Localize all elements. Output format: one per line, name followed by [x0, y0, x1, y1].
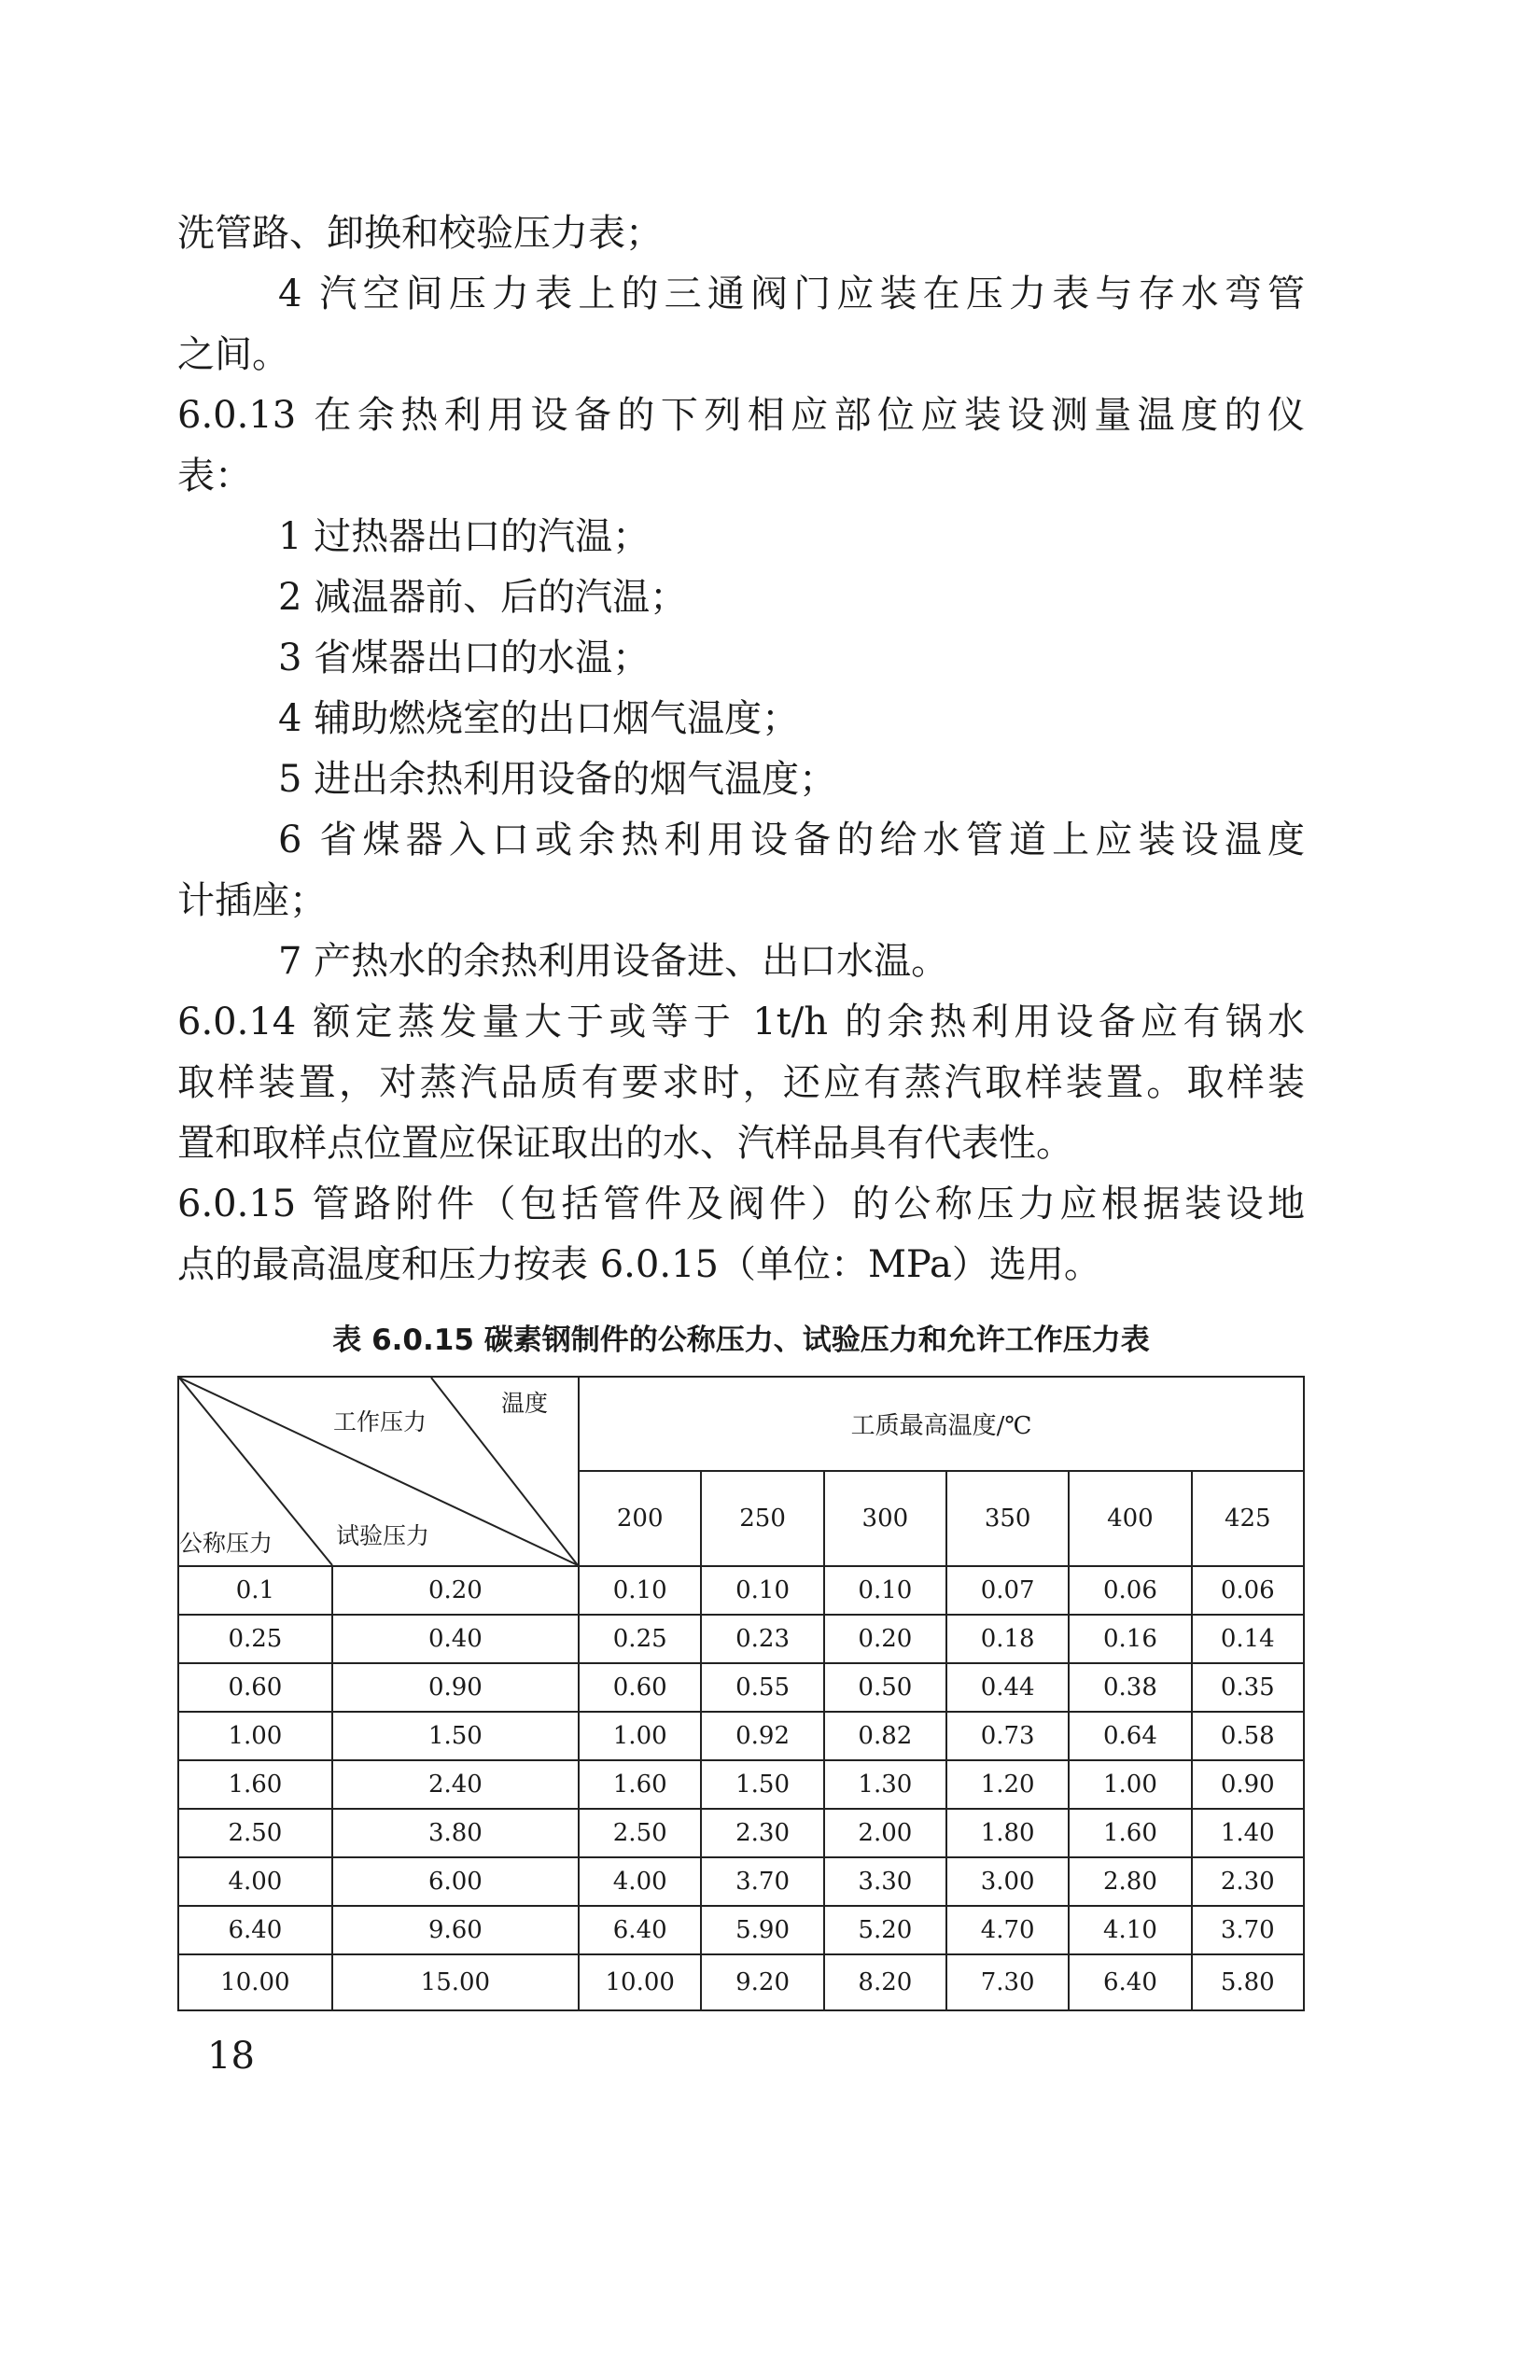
diagonal-header-cell	[178, 1377, 579, 1566]
nominal-pressure-cell: 6.40	[178, 1906, 332, 1954]
nominal-pressure-cell: 1.60	[178, 1760, 332, 1809]
table-row	[178, 1857, 1304, 1906]
text-line: 3 省煤器出口的水温；	[278, 637, 651, 679]
text-line: 6.0.14 额定蒸发量大于或等于 1t/h 的余热利用设备应有锅水	[177, 1001, 1305, 1043]
nominal-pressure-cell: 10.00	[178, 1954, 332, 2010]
table-header-row	[178, 1377, 1304, 1471]
text-line: 洗管路、卸换和校验压力表；	[177, 212, 663, 255]
test-pressure-cell: 3.80	[332, 1809, 579, 1857]
test-pressure-cell: 15.00	[332, 1954, 579, 2010]
table-row	[178, 1760, 1304, 1809]
working-pressure-cell: 2.80	[1069, 1857, 1191, 1906]
working-pressure-cell: 0.38	[1069, 1663, 1191, 1712]
working-pressure-cell: 0.18	[946, 1615, 1069, 1663]
working-pressure-cell: 1.20	[946, 1760, 1069, 1809]
text-line: 取样装置，对蒸汽品质有要求时，还应有蒸汽取样装置。取样装	[177, 1061, 1305, 1104]
working-pressure-cell: 6.40	[1069, 1954, 1191, 2010]
working-pressure-cell: 0.06	[1069, 1566, 1191, 1615]
working-pressure-cell: 5.90	[701, 1906, 823, 1954]
test-pressure-cell: 0.20	[332, 1566, 579, 1615]
text-line: 点的最高温度和压力按表 6.0.15（单位：MPa）选用。	[177, 1243, 1101, 1286]
text-line: 7 产热水的余热利用设备进、出口水温。	[278, 940, 949, 983]
working-pressure-cell: 4.10	[1069, 1906, 1191, 1954]
temp-header-cell: 350	[946, 1471, 1069, 1566]
pressure-table	[177, 1376, 1305, 2011]
nominal-pressure-cell: 1.00	[178, 1712, 332, 1760]
working-pressure-cell: 0.82	[824, 1712, 946, 1760]
working-pressure-cell: 2.00	[824, 1809, 946, 1857]
test-pressure-cell: 1.50	[332, 1712, 579, 1760]
table-row	[178, 1809, 1304, 1857]
working-pressure-cell: 0.60	[579, 1663, 701, 1712]
test-pressure-cell: 0.40	[332, 1615, 579, 1663]
working-pressure-cell: 0.10	[701, 1566, 823, 1615]
working-pressure-cell: 1.60	[579, 1760, 701, 1809]
table-row	[178, 1712, 1304, 1760]
working-pressure-cell: 5.20	[824, 1906, 946, 1954]
working-pressure-cell: 1.50	[701, 1760, 823, 1809]
temp-header-cell: 400	[1069, 1471, 1191, 1566]
working-pressure-cell: 0.73	[946, 1712, 1069, 1760]
working-pressure-cell: 8.20	[824, 1954, 946, 2010]
text-line: 表：	[177, 455, 252, 497]
working-pressure-cell: 4.70	[946, 1906, 1069, 1954]
temp-header-cell: 250	[701, 1471, 823, 1566]
working-pressure-cell: 0.90	[1192, 1760, 1304, 1809]
test-pressure-cell: 6.00	[332, 1857, 579, 1906]
table-row	[178, 1906, 1304, 1954]
nominal-pressure-cell: 0.25	[178, 1615, 332, 1663]
working-pressure-cell: 7.30	[946, 1954, 1069, 2010]
working-pressure-cell: 0.20	[824, 1615, 946, 1663]
group-header: 工质最高温度/℃	[579, 1377, 1304, 1471]
working-pressure-cell: 0.07	[946, 1566, 1069, 1615]
temp-header-cell: 300	[824, 1471, 946, 1566]
working-pressure-cell: 1.00	[579, 1712, 701, 1760]
working-pressure-cell: 1.40	[1192, 1809, 1304, 1857]
text-line: 2 减温器前、后的汽温；	[278, 576, 688, 619]
working-pressure-cell: 3.70	[701, 1857, 823, 1906]
working-pressure-cell: 1.60	[1069, 1809, 1191, 1857]
working-pressure-cell: 3.00	[946, 1857, 1069, 1906]
working-pressure-cell: 0.55	[701, 1663, 823, 1712]
nominal-pressure-cell: 2.50	[178, 1809, 332, 1857]
working-pressure-cell: 0.92	[701, 1712, 823, 1760]
working-pressure-cell: 0.35	[1192, 1663, 1304, 1712]
working-pressure-cell: 1.00	[1069, 1760, 1191, 1809]
test-pressure-cell: 2.40	[332, 1760, 579, 1809]
corner-nominal-label: 公称压力	[179, 1530, 273, 1557]
text-line: 1 过热器出口的汽温；	[278, 515, 651, 558]
text-line: 4 辅助燃烧室的出口烟气温度；	[278, 697, 800, 740]
working-pressure-cell: 9.20	[701, 1954, 823, 2010]
nominal-pressure-cell: 4.00	[178, 1857, 332, 1906]
text-line: 置和取样点位置应保证取出的水、汽样品具有代表性。	[177, 1122, 1073, 1165]
nominal-pressure-cell: 0.60	[178, 1663, 332, 1712]
working-pressure-cell: 2.30	[1192, 1857, 1304, 1906]
temp-header-cell: 425	[1192, 1471, 1304, 1566]
corner-test-label: 试验压力	[336, 1522, 430, 1549]
working-pressure-cell: 1.80	[946, 1809, 1069, 1857]
working-pressure-cell: 3.70	[1192, 1906, 1304, 1954]
table-row	[178, 1615, 1304, 1663]
table-row	[178, 1566, 1304, 1615]
working-pressure-cell: 10.00	[579, 1954, 701, 2010]
working-pressure-cell: 2.50	[579, 1809, 701, 1857]
working-pressure-cell: 0.44	[946, 1663, 1069, 1712]
working-pressure-cell: 4.00	[579, 1857, 701, 1906]
working-pressure-cell: 5.80	[1192, 1954, 1304, 2010]
corner-temp-label: 温度	[501, 1390, 549, 1417]
working-pressure-cell: 2.30	[701, 1809, 823, 1857]
test-pressure-cell: 9.60	[332, 1906, 579, 1954]
working-pressure-cell: 0.10	[579, 1566, 701, 1615]
nominal-pressure-cell: 0.1	[178, 1566, 332, 1615]
working-pressure-cell: 0.25	[579, 1615, 701, 1663]
working-pressure-cell: 0.58	[1192, 1712, 1304, 1760]
test-pressure-cell: 0.90	[332, 1663, 579, 1712]
table-row	[178, 1954, 1304, 2010]
text-line: 6 省煤器入口或余热利用设备的给水管道上应装设温度	[278, 819, 1305, 861]
text-line: 4 汽空间压力表上的三通阀门应装在压力表与存水弯管	[278, 273, 1305, 315]
working-pressure-cell: 0.50	[824, 1663, 946, 1712]
corner-working-label: 工作压力	[333, 1408, 427, 1435]
table-caption: 表 6.0.15 碳素钢制件的公称压力、试验压力和允许工作压力表	[332, 1323, 1150, 1357]
working-pressure-cell: 0.64	[1069, 1712, 1191, 1760]
working-pressure-cell: 0.16	[1069, 1615, 1191, 1663]
text-line: 5 进出余热利用设备的烟气温度；	[278, 758, 837, 801]
working-pressure-cell: 0.23	[701, 1615, 823, 1663]
temp-header-cell: 200	[579, 1471, 701, 1566]
table-row	[178, 1663, 1304, 1712]
working-pressure-cell: 3.30	[824, 1857, 946, 1906]
working-pressure-cell: 1.30	[824, 1760, 946, 1809]
page-number: 18	[207, 2035, 255, 2078]
working-pressure-cell: 0.10	[824, 1566, 946, 1615]
working-pressure-cell: 0.06	[1192, 1566, 1304, 1615]
text-line: 计插座；	[177, 879, 327, 922]
working-pressure-cell: 6.40	[579, 1906, 701, 1954]
working-pressure-cell: 0.14	[1192, 1615, 1304, 1663]
text-line: 之间。	[177, 333, 289, 376]
text-line: 6.0.13 在余热利用设备的下列相应部位应装设测量温度的仪	[177, 394, 1305, 437]
text-line: 6.0.15 管路附件（包括管件及阀件）的公称压力应根据装设地	[177, 1183, 1305, 1225]
